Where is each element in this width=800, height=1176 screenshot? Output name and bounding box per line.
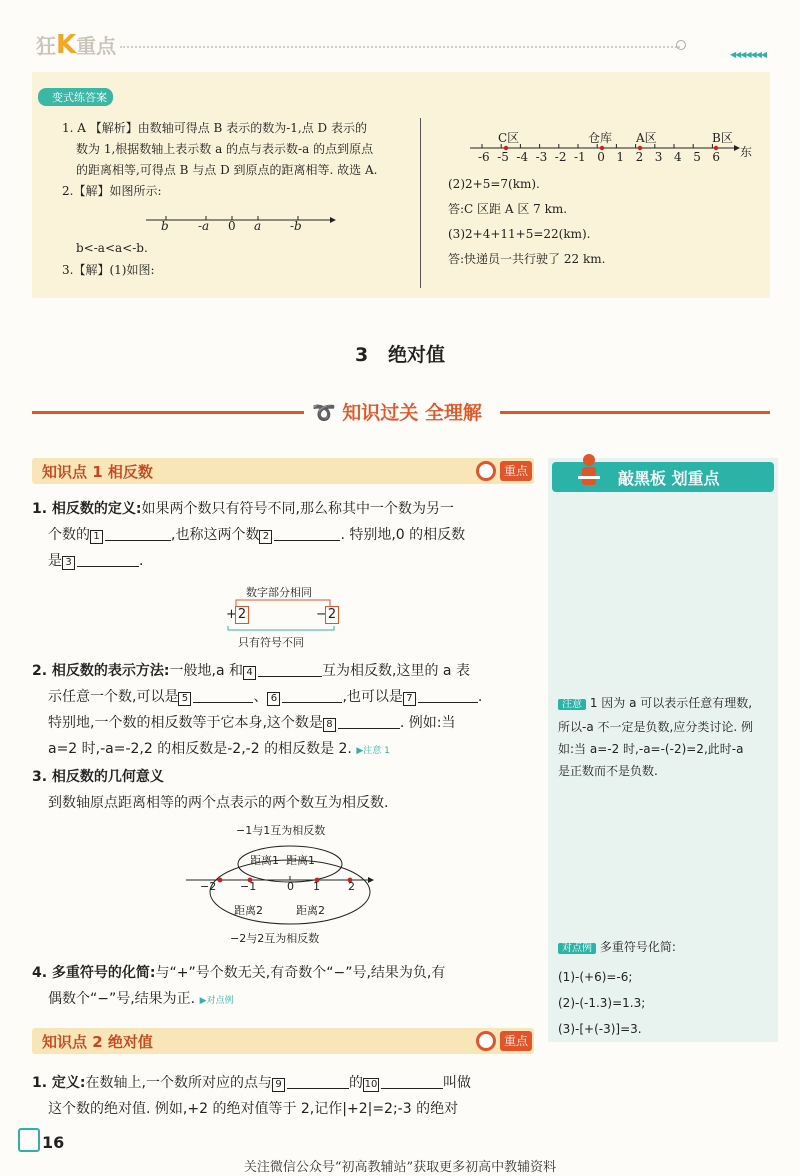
q3-tick-label: 1 — [616, 150, 625, 164]
item2-line4: a=2 时,-a=-2,2 的相反数是-2,-2 的相反数是 2. — [48, 741, 352, 757]
blank-5[interactable] — [193, 687, 253, 703]
q2-axis-label-zero: 0 — [228, 219, 236, 233]
item5-line1a: 在数轴上,一个数所对应的点与 — [85, 1075, 272, 1091]
q3-tick-label: 5 — [693, 150, 701, 164]
blank-number-2: 2 — [259, 530, 272, 544]
page-number: 16 — [42, 1133, 65, 1152]
side-note — [558, 692, 774, 782]
q3-tick-label: 0 — [597, 150, 605, 164]
diagram1-left-num: 2 — [235, 606, 249, 624]
q3-tick-label: -3 — [535, 150, 548, 164]
item5-line1c: 叫做 — [443, 1075, 471, 1091]
item2-line3a: 特别地,一个数的相反数等于它本身,这个数是 — [48, 715, 323, 731]
blank-number-9: 9 — [272, 1078, 285, 1092]
item3-geometry — [32, 764, 537, 816]
item4-line1: 与“+”号个数无关,有奇数个“−”号,结果为负,有 — [155, 965, 446, 981]
logo-text-k: K — [56, 30, 77, 60]
diagram2-dist1-left: 距离1 — [250, 854, 279, 867]
item2-line2c: ,也可以是 — [342, 689, 403, 705]
item3-lead: 3. 相反数的几何意义 — [32, 769, 164, 785]
item2-line2b: 、 — [253, 689, 268, 705]
q3-tick-label: -6 — [478, 150, 490, 164]
diagram2-tick-neg1: −1 — [240, 880, 257, 893]
diagram2-dist2-left: 距离2 — [234, 904, 263, 917]
item2-line2d: . — [477, 689, 483, 705]
side-example — [558, 936, 774, 1040]
answer-q1-line2: 数为 1,根据数轴上表示数 a 的点与表示数-a 的点到原点 — [76, 142, 374, 156]
side-example-title: 多重符号化简: — [599, 940, 676, 954]
blank-number-8: 8 — [323, 718, 336, 732]
blank-6[interactable] — [282, 687, 342, 703]
q2-axis-label-neg-a: -a — [198, 219, 210, 233]
diagram2-bottom-label: −2与2互为相反数 — [230, 932, 320, 945]
diagram2-tick-0: 0 — [287, 880, 294, 893]
item2-line1b: 互为相反数,这里的 a 表 — [322, 663, 470, 679]
section-title — [0, 340, 800, 367]
section-title-text: 绝对值 — [388, 344, 446, 366]
blank-9[interactable] — [287, 1073, 349, 1089]
item2-line2a: 示任意一个数,可以是 — [48, 689, 179, 705]
diagram2-dist2-right: 距离2 — [296, 904, 325, 917]
teacher-icon — [578, 452, 600, 492]
diagram2-tick-neg2: −2 — [200, 880, 217, 893]
blank-10[interactable] — [381, 1073, 443, 1089]
item4-lead: 4. 多重符号的化简: — [32, 965, 156, 981]
item1-line2a: 个数的 — [48, 527, 90, 543]
item4-multiple-signs — [32, 960, 537, 1014]
axis-top-label-c: C区 — [498, 131, 520, 145]
item5-line1b: 的 — [349, 1075, 363, 1091]
answer-r2-text: 答:C 区距 A 区 7 km. — [448, 202, 568, 216]
answer-q1-line1: 1. A 【解析】由数轴可得点 B 表示的数为-1,点 D 表示的 — [62, 121, 367, 135]
kp2-title: 知识点 2 绝对值 — [42, 1033, 153, 1051]
section-banner — [304, 398, 490, 425]
diagram1-right-num: 2 — [325, 606, 339, 624]
kp2-badge: 重点 — [500, 1031, 532, 1051]
blank-number-10: 10 — [364, 1079, 378, 1090]
q2-axis-label-a: a — [254, 219, 262, 233]
header-arrows-icon: ◀◀◀◀◀◀◀ — [730, 50, 767, 59]
blank-number-5: 5 — [178, 692, 191, 706]
blank-4[interactable] — [258, 661, 322, 677]
answer-left-column — [62, 118, 412, 202]
example-tag: 对点例 — [558, 943, 596, 954]
item2-line3b: . 例如:当 — [399, 715, 456, 731]
axis-top-label-warehouse: 仓库 — [588, 131, 613, 145]
item4-line2: 偶数个“−”号,结果为正. — [48, 991, 196, 1007]
item1-definition — [32, 496, 537, 574]
banner-line-right — [500, 411, 770, 414]
blank-number-1: 1 — [90, 530, 103, 544]
item2-line1a: 一般地,a 和 — [169, 663, 244, 679]
note-ref-link[interactable]: ▶注意 1 — [356, 746, 390, 756]
diagram1-right-sign: − — [316, 607, 327, 622]
brand-logo — [36, 30, 116, 60]
side-note-line1: 1 因为 a 可以表示任意有理数, — [589, 696, 753, 710]
q3-tick-label: 3 — [654, 150, 663, 164]
diagram1-bottom-label: 只有符号不同 — [238, 636, 304, 649]
side-note-line4: 是正数而不是负数. — [558, 764, 658, 778]
diagram2-top-label: −1与1互为相反数 — [236, 824, 326, 837]
axis-direction-east: 东 — [740, 145, 753, 159]
answer-q2-number-line — [140, 210, 340, 236]
kp1-badge: 重点 — [500, 461, 532, 481]
item1-line3a: 是 — [48, 553, 62, 569]
blank-1[interactable] — [105, 525, 171, 541]
answer-tag: 变式练答案 — [38, 88, 113, 106]
blank-7[interactable] — [418, 687, 478, 703]
axis-top-label-a: A区 — [636, 131, 657, 145]
blank-number-6: 6 — [267, 692, 280, 706]
answer-q3-tick-labels — [470, 150, 740, 166]
blank-3[interactable] — [77, 551, 139, 567]
side-note-line2: 所以-a 不一定是负数,应分类讨论. 例 — [558, 720, 753, 734]
item1-lead: 1. 相反数的定义: — [32, 501, 142, 517]
page-number-icon — [18, 1128, 40, 1152]
item1-line1: 如果两个数只有符号不同,那么称其中一个数为另一 — [141, 501, 454, 517]
q2-axis-label-b: b — [161, 219, 169, 233]
example-ref-link[interactable]: ▶对点例 — [199, 996, 234, 1006]
diagram2-dist1-right: 距离1 — [286, 854, 315, 867]
side-example-2: (2)-(-1.3)=1.3; — [558, 996, 646, 1010]
item2-lead: 2. 相反数的表示方法: — [32, 663, 170, 679]
diagram1-top-label: 数字部分相同 — [246, 586, 312, 599]
answer-r1-text: (2)2+5=7(km). — [448, 177, 540, 191]
item5-lead: 1. 定义: — [32, 1075, 86, 1091]
blank-2[interactable] — [274, 525, 340, 541]
logo-text-suffix: 重点 — [76, 34, 117, 58]
note-tag: 注意 — [558, 699, 586, 710]
target-icon — [476, 461, 496, 481]
item3-line1: 到数轴原点距离相等的两个点表示的两个数互为相反数. — [48, 795, 389, 811]
q3-tick-label: -5 — [497, 150, 509, 164]
target-icon — [476, 1031, 496, 1051]
blank-number-4: 4 — [243, 666, 256, 680]
q3-tick-label: 4 — [674, 150, 682, 164]
q2-axis-label-neg-b: -b — [290, 219, 302, 233]
section-number: 3 — [354, 344, 369, 366]
item5-line2: 这个数的绝对值. 例如,+2 的绝对值等于 2,记作|+2|=2;-3 的绝对 — [48, 1101, 459, 1117]
footer-promo: 关注微信公众号“初高教辅站”获取更多初高中教辅资料 — [243, 1160, 557, 1175]
item1-line2c: . 特别地,0 的相反数 — [340, 527, 466, 543]
q3-tick-label: -1 — [574, 150, 586, 164]
banner-text: 知识过关 全理解 — [342, 402, 482, 424]
q3-tick-label: -2 — [554, 150, 567, 164]
item1-line2b: ,也称这两个数 — [171, 527, 260, 543]
q3-tick-label: 6 — [712, 150, 721, 164]
header-dotted-line — [120, 46, 680, 48]
answer-q1-line3: 的距离相等,可得点 B 与点 D 到原点的距离相等. 故选 A. — [76, 163, 378, 177]
answer-q3: 3.【解】(1)如图: — [62, 263, 155, 277]
side-note-line3: 如:当 a=-2 时,-a=-(-2)=2,此时-a — [558, 742, 744, 756]
blank-8[interactable] — [338, 713, 400, 729]
blank-number-3: 3 — [62, 556, 75, 570]
diagram2-tick-1: 1 — [313, 880, 320, 893]
q3-tick-label: 2 — [635, 150, 644, 164]
side-example-1: (1)-(+6)=-6; — [558, 970, 633, 984]
item1-line3b: . — [139, 553, 144, 569]
logo-text-prefix: 狂 — [36, 34, 56, 58]
answer-q2: 2.【解】如图所示: — [62, 184, 162, 198]
diagram2-tick-2: 2 — [348, 880, 355, 893]
answer-q2-result: b<-a<a<-b. — [76, 241, 148, 255]
answer-r1 — [448, 174, 605, 270]
side-panel-title: 敲黑板 划重点 — [618, 469, 720, 488]
answer-r4-text: 答:快递员一共行驶了 22 km. — [448, 252, 606, 266]
q3-tick-label: -4 — [516, 150, 529, 164]
kp1-title: 知识点 1 相反数 — [42, 463, 153, 481]
banner-swirl-icon: ➰ — [312, 402, 336, 424]
item5-abs-definition — [32, 1070, 537, 1122]
diagram1-left-sign: + — [226, 607, 237, 622]
banner-line-left — [32, 411, 308, 414]
item2-representation — [32, 658, 537, 764]
blank-number-7: 7 — [403, 692, 416, 706]
axis-top-label-b: B区 — [712, 131, 733, 145]
side-example-3: (3)-[+(-3)]=3. — [558, 1022, 642, 1036]
answer-r3-text: (3)2+4+11+5=22(km). — [448, 227, 591, 241]
answer-divider — [420, 118, 421, 288]
header-circle-icon — [676, 40, 686, 50]
